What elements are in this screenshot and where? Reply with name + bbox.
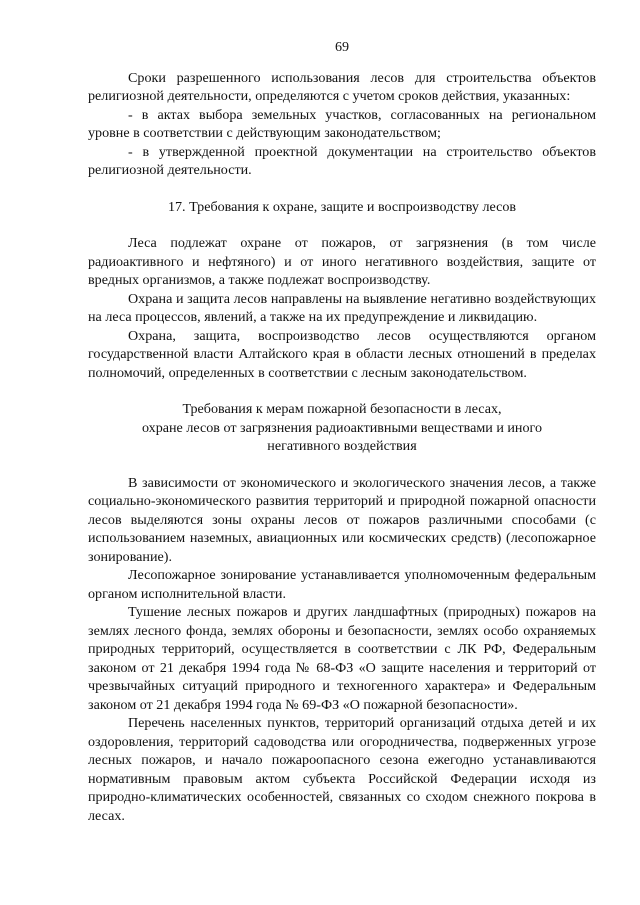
paragraph-authority: Охрана, защита, воспроизводство лесов осуществляются органом государственной власти Алтайского края в области лесных отношений в пределах полномочий, определенных в соответствии с лесным законодательством. [88, 327, 596, 381]
list-item-land-acts: - в актах выбора земельных участков, согласованных на региональном уровне в соответствии с действующим законодательством; [88, 106, 596, 141]
document-page [88, 38, 596, 825]
paragraph-fire-zoning: В зависимости от экономического и экологического значения лесов, а также социально-экономического развития территорий и природной пожарной опасности лесов выделяются зоны охраны лесов от пожаров различными способами (с использованием наземных, авиационных или космических средств) (лесопожарное зонирование). [88, 474, 596, 565]
heading-line-2: охране лесов от загрязнения радиоактивными веществами и иного [141, 419, 543, 436]
paragraph-zoning-authority: Лесопожарное зонирование устанавливается уполномоченным федеральным органом исполнительной власти. [88, 567, 596, 602]
paragraph-usage-terms: Сроки разрешенного использования лесов для строительства объектов религиозной деятельности, определяются с учетом сроков действия, указанных: [88, 69, 596, 104]
paragraph-protection-aims: Охрана и защита лесов направлены на выявление негативно воздействующих на леса процессов, явлений, а также на их предупреждение и ликвидацию. [88, 290, 596, 325]
paragraph-settlements-list: Перечень населенных пунктов, территорий организаций отдыха детей и их оздоровления, территорий садоводства или огородничества, подверженных угрозе лесных пожаров, и начало пожароопасного сезона ежегодно устанавливаются нормативным правовым актом субъекта Российской Федерации исходя из природно-климатических особенностей, связанных со сходом снежного покрова в лесах. [88, 715, 596, 824]
subsection-heading-fire-safety [88, 400, 596, 456]
heading-line-3: негативного воздействия [267, 438, 417, 454]
paragraph-fire-extinguishing: Тушение лесных пожаров и других ландшафтных (природных) пожаров на землях лесного фонда, землях обороны и безопасности, землях особо охраняемых природных территорий, осуществляется в соответствии с ЛК РФ, Федеральным законом от 21 декабря 1994 года № 68-ФЗ «О защите населения и территорий от чрезвычайных ситуаций природного и техногенного характера» и Федеральным законом от 21 декабря 1994 года № 69-ФЗ «О пожарной безопасности». [88, 604, 596, 713]
section-heading-17: 17. Требования к охране, защите и воспроизводству лесов [167, 198, 517, 215]
page-number: 69 [334, 39, 350, 55]
paragraph-forest-protection: Леса подлежат охране от пожаров, от загрязнения (в том числе радиоактивного и нефтяного) и от иного негативного воздействия, защите от вредных организмов, а также подлежат воспроизводству. [88, 235, 596, 288]
heading-line-1: Требования к мерам пожарной безопасности в лесах, [182, 401, 502, 417]
list-item-project-docs: - в утвержденной проектной документации на строительство объектов религиозной деятельности. [88, 143, 596, 178]
